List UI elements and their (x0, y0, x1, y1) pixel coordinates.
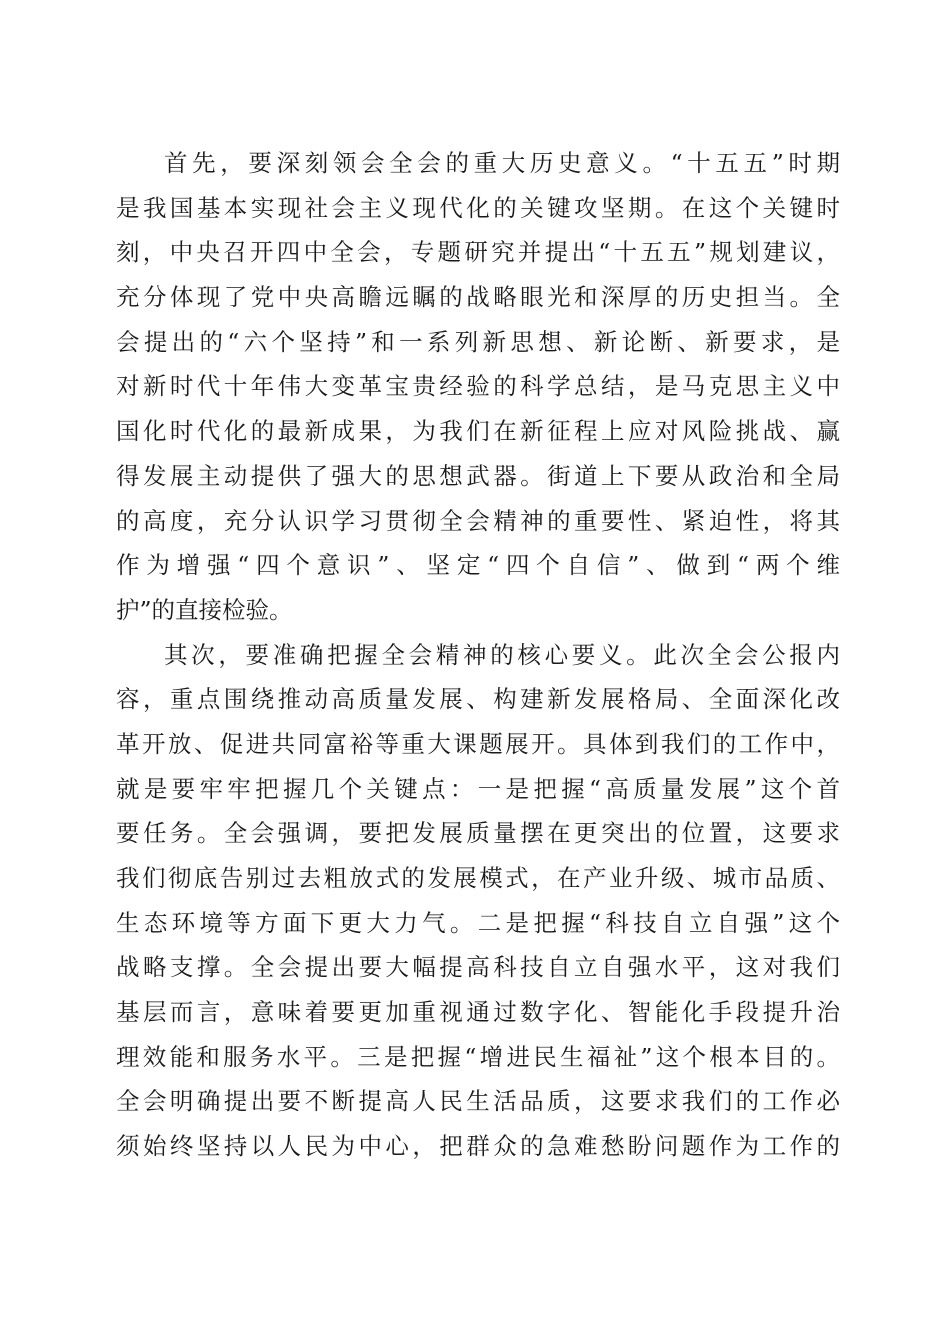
document-body (116, 141, 840, 1214)
paragraph-line: 容，重点围绕推动高质量发展、构建新发展格局、全面深化改 (116, 685, 840, 714)
paragraph-line: 要任务。全会强调，要把发展质量摆在更突出的位置，这要求 (116, 819, 840, 848)
paragraph-line: 革开放、促进共同富裕等重大课题展开。具体到我们的工作中， (116, 729, 840, 758)
paragraph-line: 全会明确提出要不断提高人民生活品质，这要求我们的工作必 (116, 1087, 840, 1116)
paragraph-line: 是我国基本实现社会主义现代化的关键攻坚期。在这个关键时 (116, 193, 840, 222)
paragraph-line (116, 1169, 840, 1214)
paragraph-line: 就是要牢牢把握几个关键点：一是把握“高质量发展”这个首 (116, 774, 840, 803)
paragraph-line: 基层而言，意味着要更加重视通过数字化、智能化手段提升治 (116, 998, 840, 1027)
paragraph-line: 作为增强“四个意识”、坚定“四个自信”、做到“两个维 (116, 551, 840, 580)
paragraph-line: 我们彻底告别过去粗放式的发展模式，在产业升级、城市品质、 (116, 864, 840, 892)
paragraph-line: 理效能和服务水平。三是把握“增进民生福祉”这个根本目的。 (116, 1042, 840, 1071)
paragraph-line: 生态环境等方面下更大力气。二是把握“科技自立自强”这个 (116, 908, 840, 937)
paragraph-line: 充分体现了党中央高瞻远瞩的战略眼光和深厚的历史担当。全 (116, 283, 840, 312)
paragraph-line: 对新时代十年伟大变革宝贵经验的科学总结，是马克思主义中 (116, 372, 840, 401)
paragraph-line: 战略支撑。全会提出要大幅提高科技自立自强水平，这对我们 (116, 953, 840, 982)
paragraph-line: 首先，要深刻领会全会的重大历史意义。“十五五”时期 (164, 149, 840, 177)
paragraph-line: 其次，要准确把握全会精神的核心要义。此次全会公报内 (164, 640, 840, 669)
paragraph-line: 国化时代化的最新成果，为我们在新征程上应对风险挑战、赢 (116, 417, 840, 446)
paragraph-line: 须始终坚持以人民为中心，把群众的急难愁盼问题作为工作的 (116, 1132, 840, 1161)
paragraph-line: 的高度，充分认识学习贯彻全会精神的重要性、紧迫性，将其 (116, 506, 840, 535)
paragraph-line: 得发展主动提供了强大的思想武器。街道上下要从政治和全局 (116, 461, 840, 490)
paragraph-1 (116, 141, 840, 633)
paragraph-line: 护”的直接检验。 (116, 595, 293, 624)
paragraph-line: 刻，中央召开四中全会，专题研究并提出“十五五”规划建议， (116, 238, 840, 267)
paragraph-2 (116, 633, 840, 1214)
paragraph-line: 会提出的“六个坚持”和一系列新思想、新论断、新要求，是 (116, 327, 840, 356)
